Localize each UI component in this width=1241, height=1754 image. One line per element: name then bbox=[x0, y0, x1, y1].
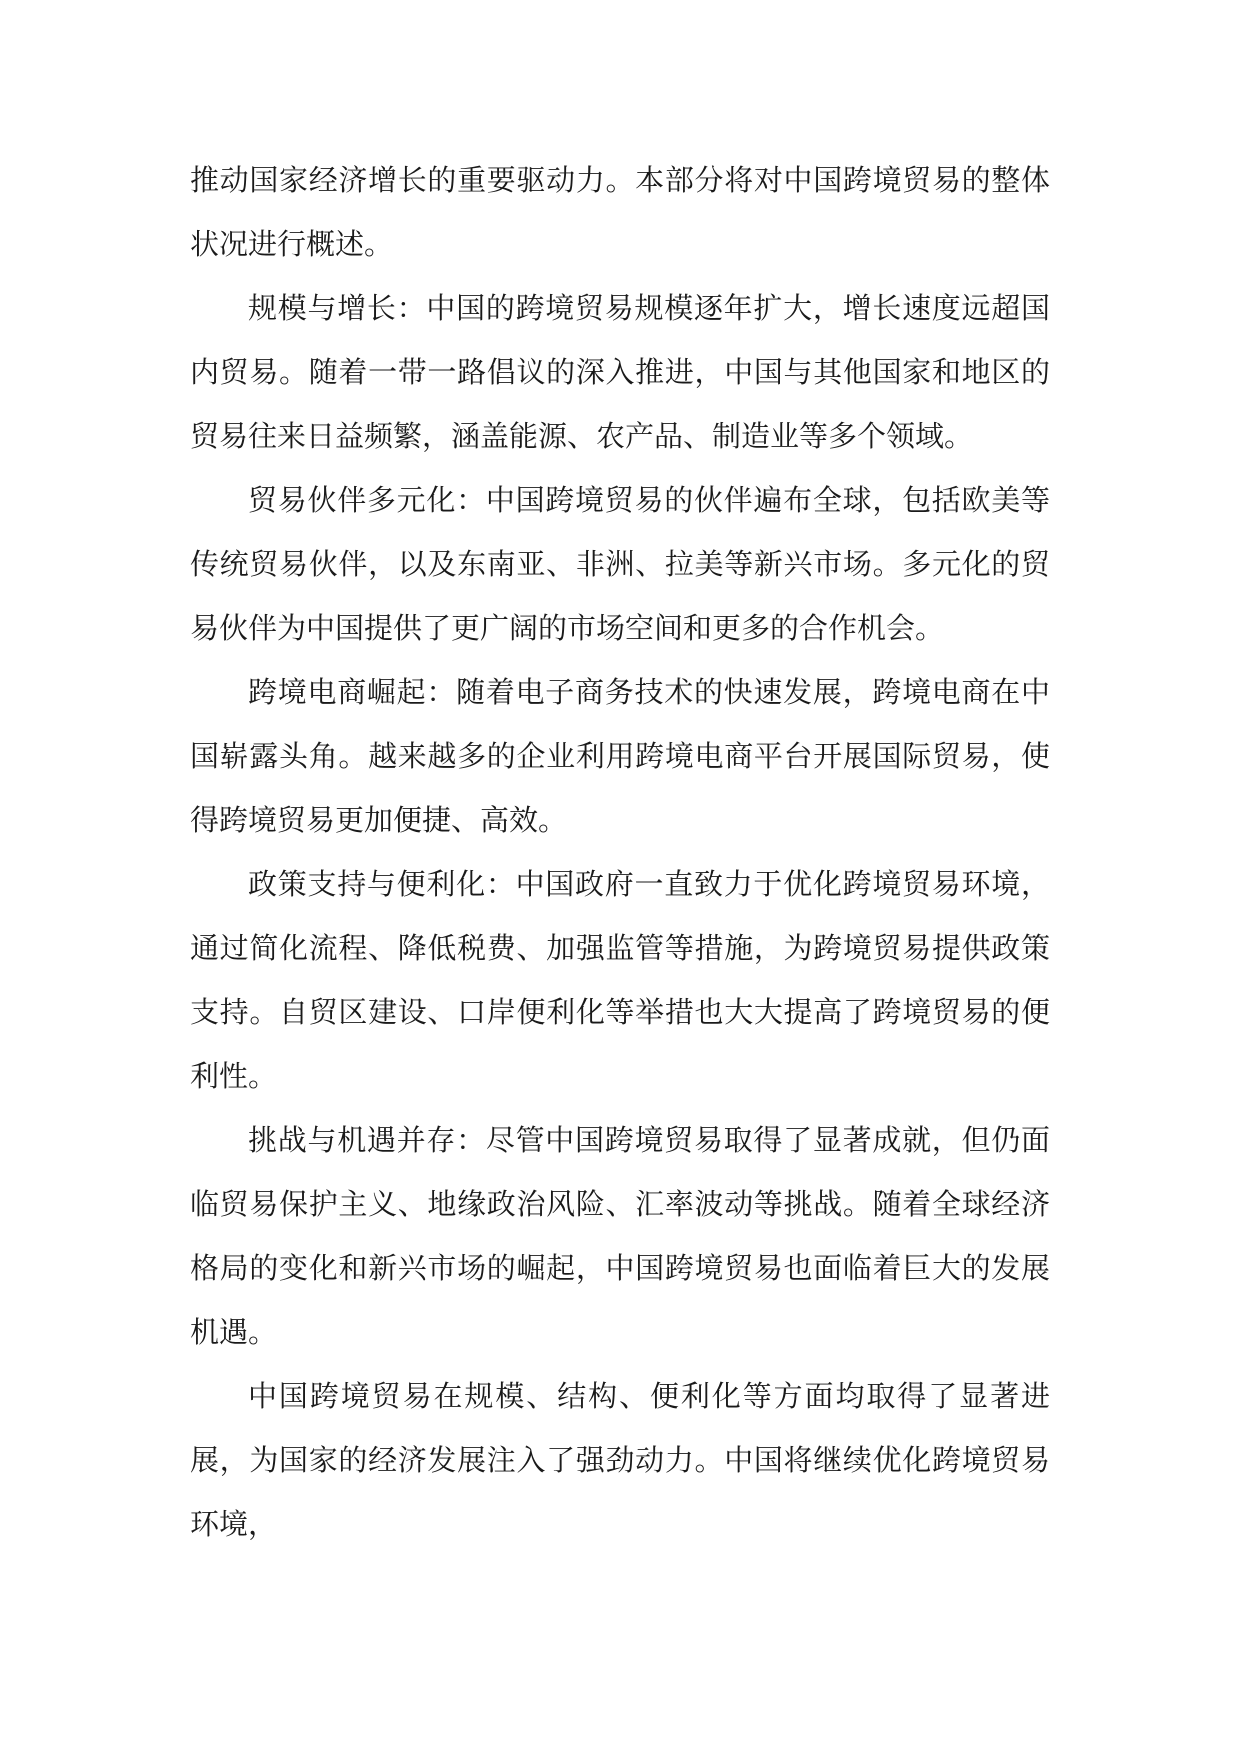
paragraph-scale-and-growth: 规模与增长：中国的跨境贸易规模逐年扩大，增长速度远超国内贸易。随着一带一路倡议的深入推进，中国与其他国家和地区的贸易往来日益频繁，涵盖能源、农产品、制造业等多个领域。 bbox=[190, 291, 1050, 453]
paragraph-policy-support: 政策支持与便利化：中国政府一直致力于优化跨境贸易环境，通过简化流程、降低税费、加强监管等措施，为跨境贸易提供政策支持。自贸区建设、口岸便利化等举措也大大提高了跨境贸易的便利性。 bbox=[190, 867, 1050, 1093]
paragraph-cross-border-ecommerce: 跨境电商崛起：随着电子商务技术的快速发展，跨境电商在中国崭露头角。越来越多的企业利用跨境电商平台开展国际贸易，使得跨境贸易更加便捷、高效。 bbox=[190, 675, 1050, 837]
paragraph-challenges-opportunities: 挑战与机遇并存：尽管中国跨境贸易取得了显著成就，但仍面临贸易保护主义、地缘政治风险、汇率波动等挑战。随着全球经济格局的变化和新兴市场的崛起，中国跨境贸易也面临着巨大的发展机遇。 bbox=[190, 1123, 1050, 1349]
paragraph-trade-partners: 贸易伙伴多元化：中国跨境贸易的伙伴遍布全球，包括欧美等传统贸易伙伴，以及东南亚、非洲、拉美等新兴市场。多元化的贸易伙伴为中国提供了更广阔的市场空间和更多的合作机会。 bbox=[190, 483, 1050, 645]
paragraph-summary: 中国跨境贸易在规模、结构、便利化等方面均取得了显著进展，为国家的经济发展注入了强劲动力。中国将继续优化跨境贸易环境， bbox=[190, 1379, 1050, 1541]
paragraph-continuation: 推动国家经济增长的重要驱动力。本部分将对中国跨境贸易的整体状况进行概述。 bbox=[190, 163, 1050, 261]
document-body bbox=[190, 148, 1050, 1556]
